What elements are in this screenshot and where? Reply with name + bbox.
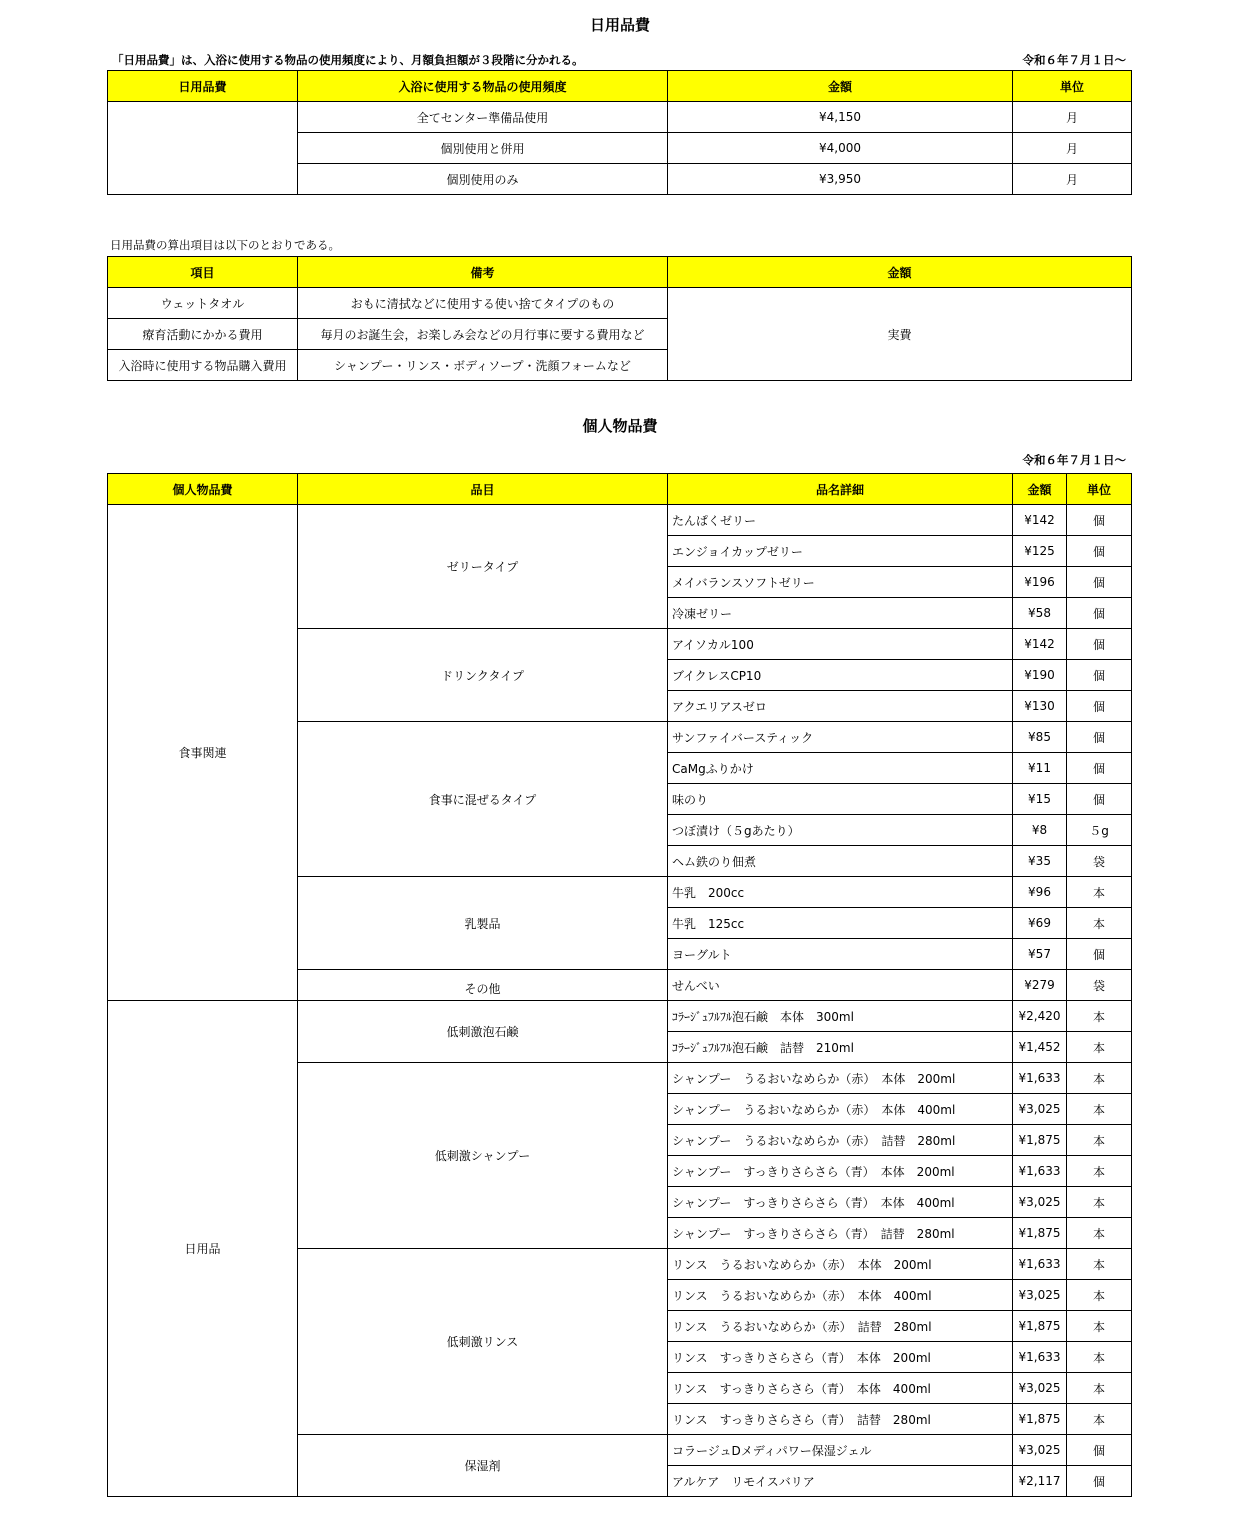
- header-item: 項目: [108, 257, 298, 288]
- item-detail-cell: リンス すっきりさらさら（青） 本体 200ml: [668, 1342, 1013, 1373]
- item-price-cell: ¥69: [1013, 908, 1067, 939]
- item-unit-cell: 本: [1067, 1218, 1132, 1249]
- item-price-cell: ¥58: [1013, 598, 1067, 629]
- item-detail-cell: 牛乳 125cc: [668, 908, 1013, 939]
- category-cell: 日用品: [108, 1001, 298, 1497]
- item-price-cell: ¥15: [1013, 784, 1067, 815]
- item-unit-cell: 個: [1067, 1466, 1132, 1497]
- item-price-cell: ¥85: [1013, 722, 1067, 753]
- daily-goods-table: [107, 70, 1132, 195]
- unit-cell: 月: [1013, 133, 1132, 164]
- item-detail-cell: リンス すっきりさらさら（青） 詰替 280ml: [668, 1404, 1013, 1435]
- item-detail-cell: エンジョイカップゼリー: [668, 536, 1013, 567]
- daily-goods-empty-cell: [108, 102, 298, 195]
- item-detail-cell: アルケア リモイスバリア: [668, 1466, 1013, 1497]
- item-unit-cell: 本: [1067, 1249, 1132, 1280]
- item-price-cell: ¥3,025: [1013, 1435, 1067, 1466]
- subcategory-cell: 食事に混ぜるタイプ: [298, 722, 668, 877]
- item-price-cell: ¥279: [1013, 970, 1067, 1001]
- subcategory-cell: 低刺激リンス: [298, 1249, 668, 1435]
- item-price-cell: ¥1,452: [1013, 1032, 1067, 1063]
- item-price-cell: ¥142: [1013, 629, 1067, 660]
- item-price-cell: ¥125: [1013, 536, 1067, 567]
- header-frequency: 入浴に使用する物品の使用頻度: [298, 71, 668, 102]
- item-price-cell: ¥11: [1013, 753, 1067, 784]
- item-unit-cell: 本: [1067, 1342, 1132, 1373]
- item-detail-cell: CaMgふりかけ: [668, 753, 1013, 784]
- item-price-cell: ¥1,875: [1013, 1311, 1067, 1342]
- calc-items-table: [107, 256, 1132, 381]
- item-detail-cell: リンス うるおいなめらか（赤） 詰替 280ml: [668, 1311, 1013, 1342]
- item-unit-cell: 個: [1067, 660, 1132, 691]
- item-cell: ウェットタオル: [108, 288, 298, 319]
- item-price-cell: ¥1,633: [1013, 1342, 1067, 1373]
- item-detail-cell: シャンプー うるおいなめらか（赤） 本体 200ml: [668, 1063, 1013, 1094]
- frequency-cell: 個別使用と併用: [298, 133, 668, 164]
- header-price: 金額: [1013, 474, 1067, 505]
- item-unit-cell: 本: [1067, 1404, 1132, 1435]
- item-detail-cell: ヨーグルト: [668, 939, 1013, 970]
- personal-goods-table: [107, 473, 1132, 1497]
- item-unit-cell: 個: [1067, 598, 1132, 629]
- amount-cell: ¥3,950: [668, 164, 1013, 195]
- item-detail-cell: シャンプー うるおいなめらか（赤） 詰替 280ml: [668, 1125, 1013, 1156]
- item-detail-cell: シャンプー すっきりさらさら（青） 本体 200ml: [668, 1156, 1013, 1187]
- amount-cell: ¥4,150: [668, 102, 1013, 133]
- item-detail-cell: リンス うるおいなめらか（赤） 本体 200ml: [668, 1249, 1013, 1280]
- item-unit-cell: 本: [1067, 1373, 1132, 1404]
- item-detail-cell: アイソカル100: [668, 629, 1013, 660]
- header-personal-goods: 個人物品費: [108, 474, 298, 505]
- item-unit-cell: 個: [1067, 567, 1132, 598]
- personal-goods-title: 個人物品費: [582, 417, 658, 435]
- item-detail-cell: アクエリアスゼロ: [668, 691, 1013, 722]
- item-unit-cell: 本: [1067, 1032, 1132, 1063]
- table-row: [108, 1001, 1132, 1032]
- unit-cell: 月: [1013, 102, 1132, 133]
- item-detail-cell: メイバランスソフトゼリー: [668, 567, 1013, 598]
- header-unit: 単位: [1013, 71, 1132, 102]
- item-price-cell: ¥1,633: [1013, 1249, 1067, 1280]
- item-unit-cell: 個: [1067, 629, 1132, 660]
- daily-goods-date: 令和６年７月１日～: [1022, 53, 1126, 67]
- item-price-cell: ¥96: [1013, 877, 1067, 908]
- remark-cell: シャンプー・リンス・ボディソープ・洗顔フォームなど: [298, 350, 668, 381]
- item-unit-cell: 本: [1067, 1156, 1132, 1187]
- item-unit-cell: 本: [1067, 908, 1132, 939]
- subcategory-cell: 乳製品: [298, 877, 668, 970]
- category-cell: 食事関連: [108, 505, 298, 1001]
- item-price-cell: ¥2,117: [1013, 1466, 1067, 1497]
- item-price-cell: ¥3,025: [1013, 1094, 1067, 1125]
- item-unit-cell: 個: [1067, 753, 1132, 784]
- daily-goods-title: 日用品費: [589, 16, 650, 34]
- item-price-cell: ¥1,875: [1013, 1218, 1067, 1249]
- item-unit-cell: 個: [1067, 722, 1132, 753]
- header-daily-goods: 日用品費: [108, 71, 298, 102]
- item-detail-cell: 冷凍ゼリー: [668, 598, 1013, 629]
- table-row: [108, 505, 1132, 536]
- item-detail-cell: ｺﾗｰｼﾞｭﾌﾙﾌﾙ泡石鹸 本体 300ml: [668, 1001, 1013, 1032]
- remark-cell: おもに清拭などに使用する使い捨てタイプのもの: [298, 288, 668, 319]
- item-detail-cell: たんぱくゼリー: [668, 505, 1013, 536]
- item-price-cell: ¥1,633: [1013, 1156, 1067, 1187]
- item-price-cell: ¥130: [1013, 691, 1067, 722]
- item-unit-cell: 個: [1067, 1435, 1132, 1466]
- daily-goods-description: 「日用品費」は、入浴に使用する物品の使用頻度により、月額負担額が３段階に分かれる。: [112, 53, 584, 67]
- header-amount: 金額: [668, 71, 1013, 102]
- personal-goods-date: 令和６年７月１日～: [1022, 453, 1126, 467]
- item-unit-cell: 個: [1067, 536, 1132, 567]
- item-detail-cell: ｺﾗｰｼﾞｭﾌﾙﾌﾙ泡石鹸 詰替 210ml: [668, 1032, 1013, 1063]
- item-price-cell: ¥196: [1013, 567, 1067, 598]
- item-unit-cell: 本: [1067, 1187, 1132, 1218]
- item-price-cell: ¥57: [1013, 939, 1067, 970]
- item-detail-cell: つぼ漬け（５gあたり）: [668, 815, 1013, 846]
- item-unit-cell: 個: [1067, 505, 1132, 536]
- item-price-cell: ¥190: [1013, 660, 1067, 691]
- item-unit-cell: 個: [1067, 691, 1132, 722]
- header-amount: 金額: [668, 257, 1132, 288]
- item-detail-cell: シャンプー すっきりさらさら（青） 本体 400ml: [668, 1187, 1013, 1218]
- item-price-cell: ¥1,875: [1013, 1404, 1067, 1435]
- subcategory-cell: 低刺激泡石鹸: [298, 1001, 668, 1063]
- header-remark: 備考: [298, 257, 668, 288]
- calc-items-note: 日用品費の算出項目は以下のとおりである。: [110, 238, 340, 252]
- item-detail-cell: サンファイバースティック: [668, 722, 1013, 753]
- item-unit-cell: 本: [1067, 1311, 1132, 1342]
- item-unit-cell: 袋: [1067, 970, 1132, 1001]
- item-detail-cell: シャンプー すっきりさらさら（青） 詰替 280ml: [668, 1218, 1013, 1249]
- subcategory-cell: ドリンクタイプ: [298, 629, 668, 722]
- subcategory-cell: ゼリータイプ: [298, 505, 668, 629]
- item-unit-cell: 個: [1067, 784, 1132, 815]
- frequency-cell: 個別使用のみ: [298, 164, 668, 195]
- frequency-cell: 全てセンター準備品使用: [298, 102, 668, 133]
- item-unit-cell: 本: [1067, 1001, 1132, 1032]
- item-unit-cell: 本: [1067, 1280, 1132, 1311]
- item-detail-cell: ブイクレスCP10: [668, 660, 1013, 691]
- header-detail: 品名詳細: [668, 474, 1013, 505]
- item-cell: 入浴時に使用する物品購入費用: [108, 350, 298, 381]
- amount-cell: ¥4,000: [668, 133, 1013, 164]
- item-detail-cell: リンス うるおいなめらか（赤） 本体 400ml: [668, 1280, 1013, 1311]
- item-detail-cell: せんべい: [668, 970, 1013, 1001]
- header-unit: 単位: [1067, 474, 1132, 505]
- item-unit-cell: 本: [1067, 1125, 1132, 1156]
- item-unit-cell: 個: [1067, 939, 1132, 970]
- remark-cell: 毎月のお誕生会，お楽しみ会などの月行事に要する費用など: [298, 319, 668, 350]
- item-detail-cell: ヘム鉄のり佃煮: [668, 846, 1013, 877]
- item-detail-cell: リンス すっきりさらさら（青） 本体 400ml: [668, 1373, 1013, 1404]
- subcategory-cell: その他: [298, 970, 668, 1001]
- header-category: 品目: [298, 474, 668, 505]
- item-unit-cell: 本: [1067, 877, 1132, 908]
- actual-cost-cell: 実費: [668, 288, 1132, 381]
- item-price-cell: ¥2,420: [1013, 1001, 1067, 1032]
- item-unit-cell: 袋: [1067, 846, 1132, 877]
- item-unit-cell: 本: [1067, 1063, 1132, 1094]
- unit-cell: 月: [1013, 164, 1132, 195]
- item-price-cell: ¥3,025: [1013, 1373, 1067, 1404]
- item-unit-cell: ５g: [1067, 815, 1132, 846]
- item-price-cell: ¥1,875: [1013, 1125, 1067, 1156]
- item-price-cell: ¥1,633: [1013, 1063, 1067, 1094]
- item-price-cell: ¥8: [1013, 815, 1067, 846]
- item-cell: 療育活動にかかる費用: [108, 319, 298, 350]
- item-price-cell: ¥3,025: [1013, 1187, 1067, 1218]
- item-price-cell: ¥142: [1013, 505, 1067, 536]
- item-detail-cell: コラージュDメディパワー保湿ジェル: [668, 1435, 1013, 1466]
- item-detail-cell: 味のり: [668, 784, 1013, 815]
- subcategory-cell: 低刺激シャンプー: [298, 1063, 668, 1249]
- item-detail-cell: シャンプー うるおいなめらか（赤） 本体 400ml: [668, 1094, 1013, 1125]
- subcategory-cell: 保湿剤: [298, 1435, 668, 1497]
- item-detail-cell: 牛乳 200cc: [668, 877, 1013, 908]
- item-price-cell: ¥3,025: [1013, 1280, 1067, 1311]
- item-unit-cell: 本: [1067, 1094, 1132, 1125]
- item-price-cell: ¥35: [1013, 846, 1067, 877]
